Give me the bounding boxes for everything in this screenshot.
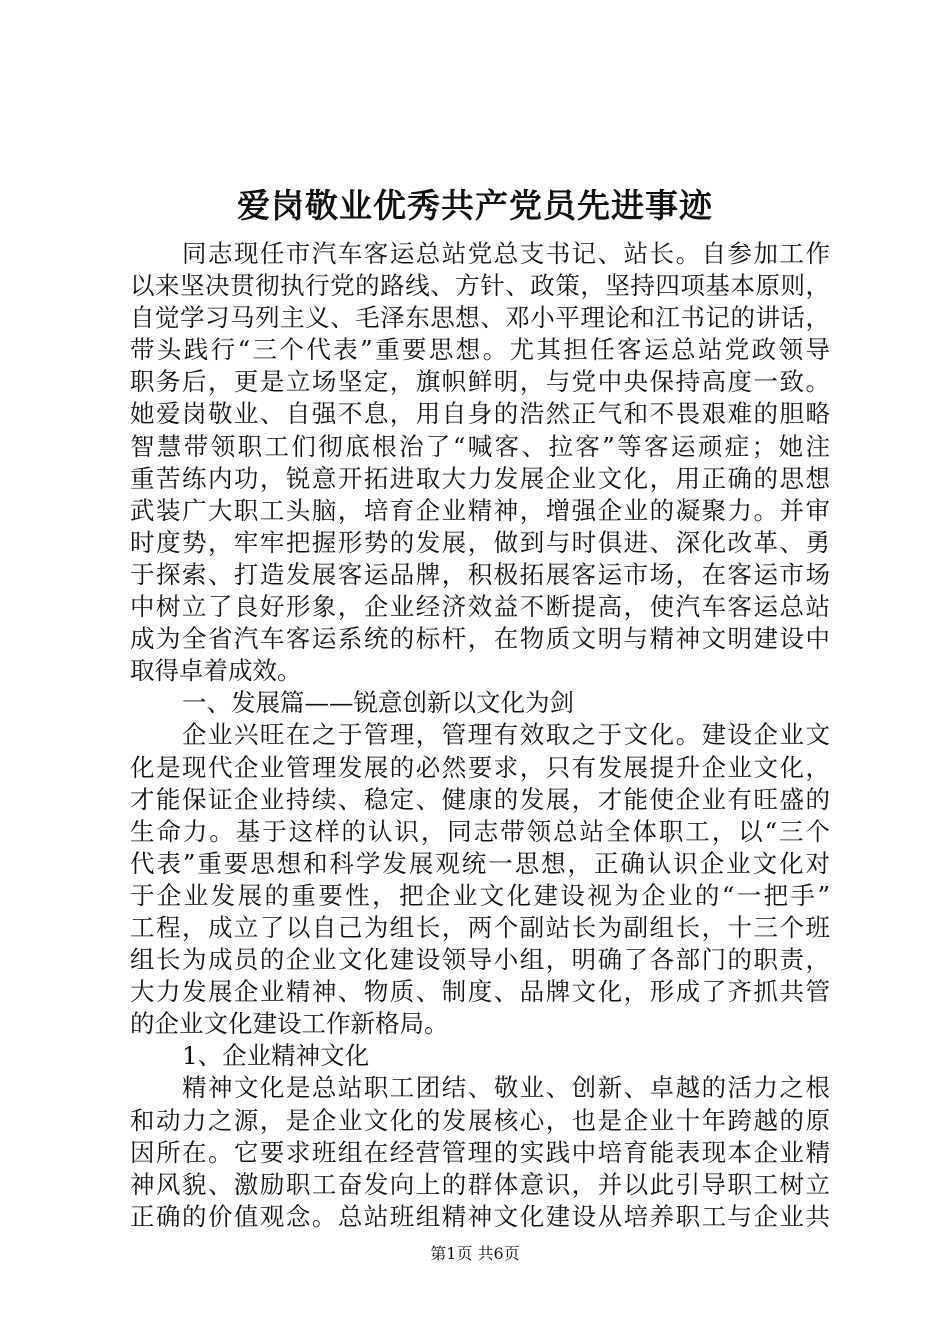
- text-line: 的企业文化建设工作新格局。: [130, 1009, 449, 1039]
- text-line: 工程，成立了以自己为组长，两个副站长为副组长，十三个班: [130, 912, 830, 942]
- text-line: 企业兴旺在之于管理，管理有效取之于文化。建设企业文: [182, 720, 830, 750]
- text-line: 才能保证企业持续、稳定、健康的发展，才能使企业有旺盛的: [130, 784, 830, 814]
- text-line: 自觉学习马列主义、毛泽东思想、邓小平理论和江书记的讲话，: [130, 303, 830, 333]
- text-line: 重苦练内功，锐意开拓进取大力发展企业文化，用正确的思想: [130, 463, 830, 493]
- text-line: 她爱岗敬业、自强不息，用自身的浩然正气和不畏艰难的胆略: [130, 399, 830, 429]
- text-line: 化是现代企业管理发展的必然要求，只有发展提升企业文化，: [130, 752, 830, 782]
- text-line: 智慧带领职工们彻底根治了“喊客、拉客”等客运顽症；她注: [130, 431, 830, 461]
- text-line: 代表”重要思想和科学发展观统一思想，正确认识企业文化对: [130, 848, 830, 878]
- text-line: 于企业发展的重要性，把企业文化建设视为企业的“一把手”: [130, 880, 830, 910]
- text-line: 1、企业精神文化: [182, 1041, 370, 1071]
- text-line: 以来坚决贯彻执行党的路线、方针、政策，坚持四项基本原则，: [130, 271, 830, 301]
- text-line: 职务后，更是立场坚定，旗帜鲜明，与党中央保持高度一致。: [130, 367, 830, 397]
- text-line: 取得卓着成效。: [130, 656, 302, 686]
- document-body: [130, 238, 830, 1233]
- text-line: 和动力之源，是企业文化的发展核心，也是企业十年跨越的原: [130, 1105, 830, 1135]
- text-line: 生命力。基于这样的认识，同志带领总站全体职工，以“三个: [130, 816, 830, 846]
- text-line: 正确的价值观念。总站班组精神文化建设从培养职工与企业共: [130, 1201, 830, 1231]
- text-line: 成为全省汽车客运系统的标杆，在物质文明与精神文明建设中: [130, 624, 830, 654]
- text-line: 精神文化是总站职工团结、敬业、创新、卓越的活力之根: [182, 1073, 830, 1103]
- text-line: 大力发展企业精神、物质、制度、品牌文化，形成了齐抓共管: [130, 977, 830, 1007]
- text-line: 武装广大职工头脑，培育企业精神，增强企业的凝聚力。并审: [130, 495, 830, 525]
- text-line: 中树立了良好形象，企业经济效益不断提高，使汽车客运总站: [130, 592, 830, 622]
- text-line: 组长为成员的企业文化建设领导小组，明确了各部门的职责，: [130, 945, 830, 975]
- document-title: 爱岗敬业优秀共产党员先进事迹: [237, 186, 713, 225]
- text-line: 因所在。它要求班组在经营管理的实践中培育能表现本企业精: [130, 1137, 830, 1167]
- page-footer: 第1页 共6页: [430, 1244, 520, 1263]
- text-line: 同志现任市汽车客运总站党总支书记、站长。自参加工作: [182, 239, 830, 268]
- text-line: 时度势，牢牢把握形势的发展，做到与时俱进、深化改革、勇: [130, 527, 830, 557]
- text-line: 神风貌、激励职工奋发向上的群体意识，并以此引导职工树立: [130, 1169, 830, 1199]
- text-line: 一、发展篇——锐意创新以文化为剑: [182, 688, 574, 718]
- text-line: 于探索、打造发展客运品牌，积极拓展客运市场，在客运市场: [130, 559, 830, 589]
- text-line: 带头践行“三个代表”重要思想。尤其担任客运总站党政领导: [130, 335, 830, 365]
